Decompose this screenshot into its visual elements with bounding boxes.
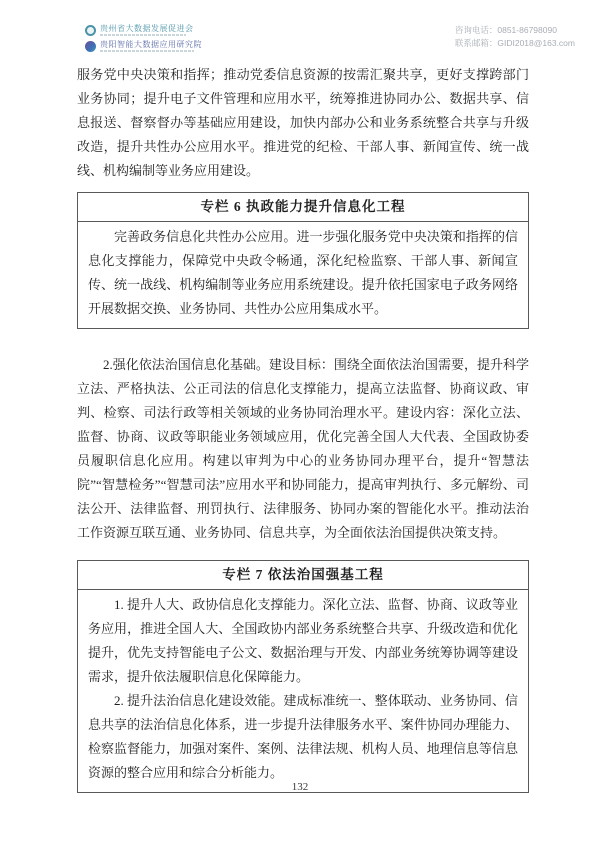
column-box-6-body xyxy=(78,222,528,328)
document-body xyxy=(77,63,529,805)
contact-phone: 咨询电话：0851-86798090 xyxy=(454,25,557,35)
column-box-7-title: 专栏 7 依法治国强基工程 xyxy=(78,561,528,590)
column-box-7-paragraph-1: 1. 提升人大、政协信息化支撑能力。深化立法、监督、协商、议政等业务应用，推进全国人大、全国政协内部业务系统整合共享、升级改造和优化提升，优先支持智能电子公文、数据治理与开发、内部业务统筹协调等建设需求，提升依法履职信息化保障能力。 xyxy=(88,597,518,684)
column-box-7-paragraph-2: 2. 提升法治信息化建设效能。建成标准统一、整体联动、业务协同、信息共享的法治信息化体系，进一步提升法律服务水平、案件协同办理能力、检察监督能力，加强对案件、案例、法律法规、机构人员、地理信息等信息资源的整合应用和综合分析能力。 xyxy=(88,693,518,780)
column-box-6 xyxy=(77,192,529,329)
column-box-6-title: 专栏 6 执政能力提升信息化工程 xyxy=(78,193,528,222)
institute-caption-decoration xyxy=(100,50,194,52)
spacer xyxy=(77,341,529,353)
page-number: 132 xyxy=(291,781,309,793)
logo-block xyxy=(85,24,202,52)
paragraph-rule-of-law: 2.强化依法治国信息化基础。建设目标：围绕全面依法治国需要，提升科学立法、严格执法、公正司法的信息化支撑能力，提高立法监督、协商议政、审判、检察、司法行政等相关领域的业务协同治理水平。建设内容：深化立法、监督、协商、议政等职能业务领域应用，优化完善全国人大代表、全国政协委员履职信息化应用。构建以审判为中心的业务协同办理平台，提升“智慧法院”“智慧检务”“智慧司法”应用水平和协同能力，提高审判执行、多元解纷、司法公开、法律监督、刑罚执行、法律服务、协同办案的智能化水平。推动法治工作资源互联互通、业务协同、信息共享，为全面依法治国提供决策支持。 xyxy=(77,357,529,540)
association-emblem-icon xyxy=(85,25,96,36)
association-caption-decoration xyxy=(100,34,186,36)
association-name: 贵州省大数据发展促进会 xyxy=(100,24,194,33)
institute-logo xyxy=(85,40,202,52)
page-header xyxy=(85,24,575,52)
contact-info xyxy=(455,24,575,50)
column-box-6-paragraph: 完善政务信息化共性办公应用。进一步强化服务党中央决策和指挥的信息化支撑能力，保障党中央政令畅通，深化纪检监察、干部人事、新闻宣传、统一战线、机构编制等业务应用系统建设。提升依托国家电子政务网络开展数据交换、业务协同、共性办公应用集成水平。 xyxy=(88,229,518,316)
institute-emblem-icon xyxy=(85,41,96,52)
spacer xyxy=(77,545,529,551)
association-logo xyxy=(85,24,202,36)
contact-email: 联系邮箱：GIDI2018@163.com xyxy=(454,38,575,48)
paragraph-governance-continuation: 服务党中央决策和指挥；推动党委信息资源的按需汇聚共享，更好支撑跨部门业务协同；提升电子文件管理和应用水平，统筹推进协同办公、数据共享、信息报送、督察督办等基础应用建设，加快内部办公和业务系统整合共享与升级改造，提升共性办公应用水平。推进党的纪检、干部人事、新闻宣传、统一战线、机构编制等业务应用建设。 xyxy=(77,67,529,178)
institute-name: 贵阳智能大数据应用研究院 xyxy=(100,40,202,49)
column-box-7-body xyxy=(78,590,528,792)
column-box-7 xyxy=(77,560,529,793)
